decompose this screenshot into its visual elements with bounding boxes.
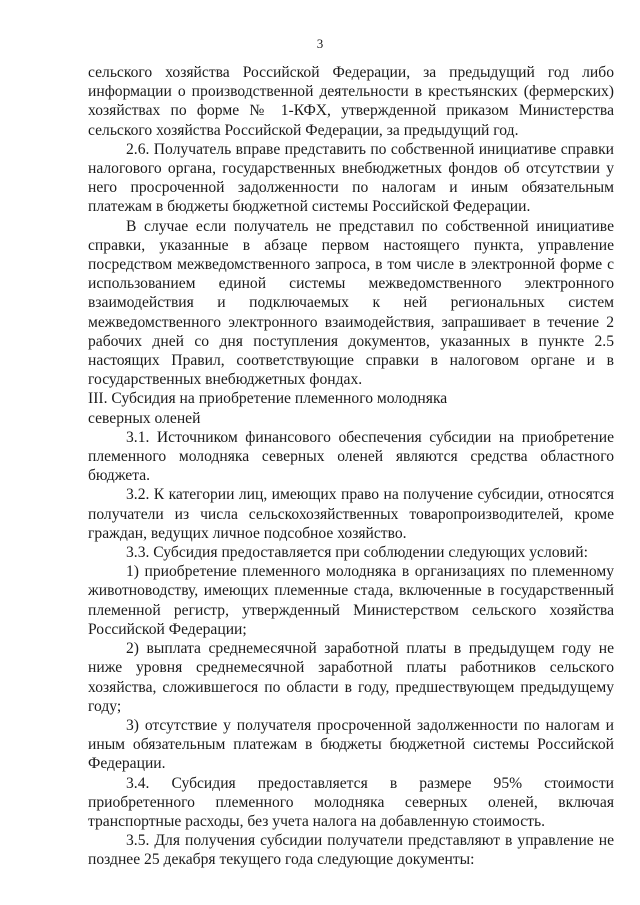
document-body bbox=[88, 63, 614, 870]
section-heading bbox=[88, 389, 614, 427]
paragraph-2-6: 2.6. Получатель вправе представить по собственной инициативе справки налогового органа, государственных внебюджетных фондов об отсутствии у него просроченной задолженности по налогам и иным обязательным платежам в бюджеты бюджетной системы Российской Федерации. bbox=[88, 140, 614, 216]
paragraph-continued: сельского хозяйства Российской Федерации, за предыдущий год либо информации о производственной деятельности в крестьянских (фермерских) хозяйствах по форме № 1-КФХ, утвержденной приказом Министерства сельского хозяйства Российской Федерации, за предыдущий год. bbox=[88, 64, 614, 139]
condition-1: 1) приобретение племенного молодняка в организациях по племенному животноводству, имеющих племенные стада, включенные в государственный племенной регистр, утвержденный Министерством сельского хозяйства Российской Федерации; bbox=[88, 563, 614, 638]
paragraph-3-3: 3.3. Субсидия предоставляется при соблюдении следующих условий: bbox=[126, 544, 588, 562]
paragraph-3-1: 3.1. Источником финансового обеспечения субсидии на приобретение племенного молодняка северных оленей являются средства областного бюджета. bbox=[88, 428, 614, 485]
condition-3: 3) отсутствие у получателя просроченной задолженности по налогам и иным обязательным платежам в бюджеты бюджетной системы Российской Федерации. bbox=[88, 716, 614, 773]
section-heading-line-1: III. Субсидия на приобретение племенного молодняка bbox=[88, 390, 448, 408]
condition-2: 2) выплата среднемесячной заработной платы в предыдущем году не ниже уровня среднемесячной заработной платы работников сельского хозяйства, сложившегося по области в году, предшествующем предыдущему году; bbox=[88, 640, 614, 715]
section-heading-line-2: северных оленей bbox=[88, 409, 201, 427]
paragraph-3-4: 3.4. Субсидия предоставляется в размере 95% стоимости приобретенного племенного молодняка северных оленей, включая транспортные расходы, без учета налога на добавленную стоимость. bbox=[88, 774, 614, 830]
paragraph-3-5: 3.5. Для получения субсидии получатели представляют в управление не позднее 25 декабря текущего года следующие документы: bbox=[88, 832, 614, 869]
paragraph-2-6-case: В случае если получатель не представил по собственной инициативе справки, указанные в абзаце первом настоящего пункта, управление посредством межведомственного запроса, в том числе в электронной форме с использованием единой системы межведомственного электронного взаимодействия и подключаемых к ней региональных систем межведомственного электронного взаимодействия, запрашивает в течение 2 рабочих дней со дня поступления документов, указанных в пункте 2.5 настоящих Правил, соответствующие справки в налоговом органе и в государственных внебюджетных фондах. bbox=[88, 217, 614, 389]
page-number: 3 bbox=[316, 36, 324, 51]
paragraph-3-2: 3.2. К категории лиц, имеющих право на получение субсидии, относятся получатели из числа сельскохозяйственных товаропроизводителей, кроме граждан, ведущих личное подсобное хозяйство. bbox=[88, 486, 614, 542]
